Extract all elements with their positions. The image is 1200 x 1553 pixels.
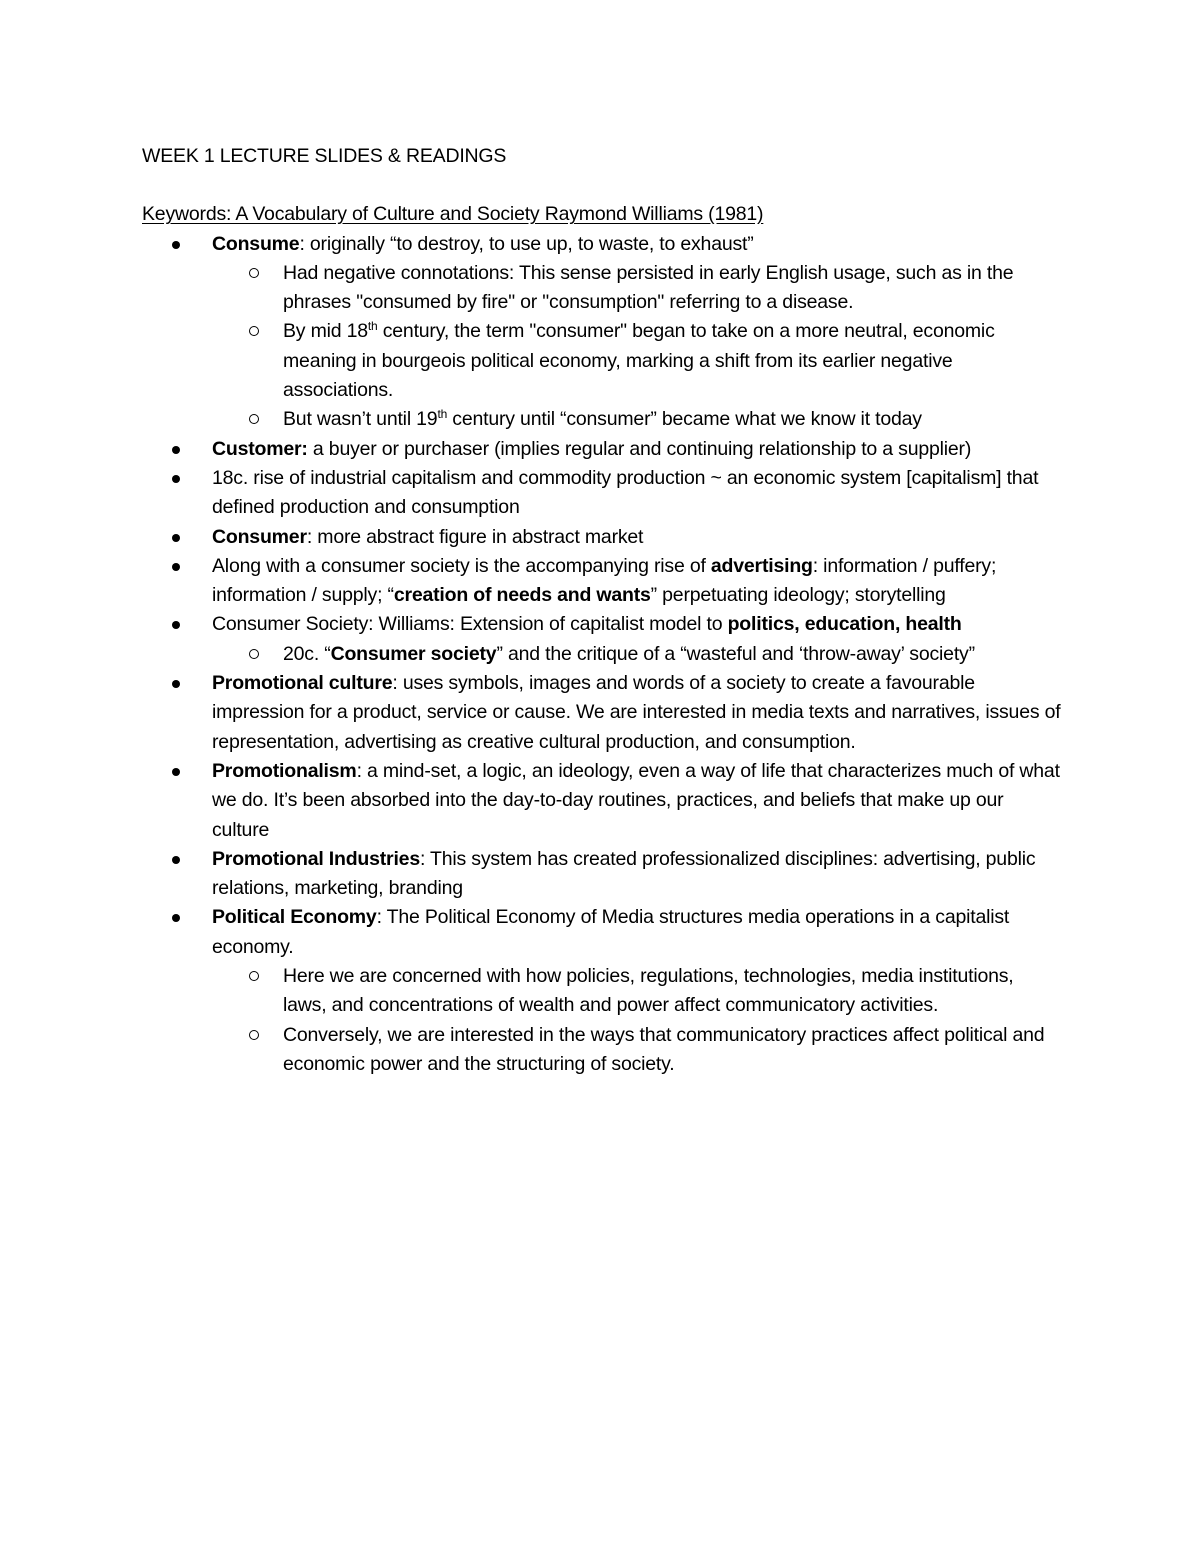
bullet-icon bbox=[172, 680, 180, 688]
bullet-icon bbox=[172, 914, 180, 922]
keyword-definition: : uses symbols, images and words of a society to create a favourable impression for a product, service or cause. We are interested in media texts and narratives, issues of representation, advertising as creative cultural production, and consumption. bbox=[212, 672, 1061, 753]
sub-list bbox=[212, 962, 1062, 1079]
sub-item-text: Here we are concerned with how policies, regulations, technologies, media institutions, laws, and concentrations of wealth and power affect communicatory activities. bbox=[283, 965, 1014, 1017]
bullet-icon bbox=[172, 241, 180, 249]
sub-item-text: 20c. “ bbox=[283, 642, 331, 665]
superscript: th bbox=[367, 319, 378, 334]
bullet-icon bbox=[172, 446, 180, 454]
sub-item-text: ” and the critique of a “wasteful and ‘throw-away’ society” bbox=[496, 642, 975, 665]
list-item bbox=[212, 435, 1062, 464]
keyword-definition: : originally “to destroy, to use up, to waste, to exhaust” bbox=[299, 232, 754, 255]
sub-item-text: Had negative connotations: This sense persisted in early English usage, such as in the phrases "consumed by fire" or "consumption" referring to a disease. bbox=[283, 261, 1014, 314]
document-body bbox=[142, 142, 1062, 1079]
keyword-definition: a buyer or purchaser (implies regular and continuing relationship to a supplier) bbox=[307, 437, 972, 460]
sub-list bbox=[212, 640, 1062, 669]
sub-item-text: century until “consumer” became what we know it today bbox=[447, 408, 922, 431]
bullet-icon bbox=[172, 856, 180, 864]
list-item bbox=[212, 669, 1062, 757]
keyword-definition: : more abstract figure in abstract market bbox=[306, 525, 644, 548]
sub-list-item bbox=[283, 259, 1062, 318]
keyword-term: Promotional Industries bbox=[212, 847, 420, 870]
list-item bbox=[212, 903, 1062, 1079]
bullet-icon bbox=[172, 621, 180, 629]
bullet-icon bbox=[172, 768, 180, 776]
sub-list-item bbox=[283, 405, 1062, 434]
circle-bullet-icon bbox=[249, 268, 259, 278]
list-item bbox=[212, 523, 1062, 552]
sub-item-text: But wasn’t until 19 bbox=[283, 408, 438, 431]
bold-phrase: advertising bbox=[710, 554, 813, 577]
sub-item-text: By mid 18 bbox=[283, 320, 368, 343]
section-heading: Keywords: A Vocabulary of Culture and Society Raymond Williams (1981) bbox=[142, 203, 764, 226]
sub-list-item bbox=[283, 962, 1062, 1021]
keyword-list bbox=[142, 230, 1062, 1080]
keyword-term: Political Economy bbox=[212, 906, 377, 929]
sub-list-item bbox=[283, 640, 1062, 669]
circle-bullet-icon bbox=[249, 971, 259, 981]
sub-list-item bbox=[283, 1021, 1062, 1080]
bold-phrase: Consumer society bbox=[330, 642, 497, 665]
keyword-definition: : This system has created professionalized disciplines: advertising, public relations, marketing, branding bbox=[212, 847, 1036, 900]
keyword-term: Promotional culture bbox=[212, 672, 393, 695]
list-item bbox=[212, 757, 1062, 845]
keyword-term: Customer: bbox=[212, 437, 308, 460]
sub-item-text: century, the term "consumer" began to take on a more neutral, economic meaning in bourgeois political economy, marking a shift from its earlier negative associations. bbox=[283, 320, 995, 402]
item-text: 18c. rise of industrial capitalism and commodity production ~ an economic system [capitalism] that defined production and consumption bbox=[212, 466, 1039, 519]
list-item bbox=[212, 845, 1062, 904]
keyword-term: Consumer bbox=[212, 525, 307, 548]
keyword-definition: : a mind-set, a logic, an ideology, even a way of life that characterizes much of what we do. It’s been absorbed into the day-to-day routines, practices, and beliefs that make up our culture bbox=[212, 759, 1060, 841]
circle-bullet-icon bbox=[249, 1030, 259, 1040]
bullet-icon bbox=[172, 563, 180, 571]
sub-list-item bbox=[283, 317, 1062, 405]
sub-list bbox=[212, 259, 1062, 435]
list-item bbox=[212, 610, 1062, 669]
item-text: Consumer Society: Williams: Extension of capitalist model to bbox=[212, 613, 728, 636]
document-title: WEEK 1 LECTURE SLIDES & READINGS bbox=[142, 145, 507, 167]
item-text: : information / puffery; information / supply; “ bbox=[212, 554, 997, 607]
bold-phrase: creation of needs and wants bbox=[393, 584, 651, 607]
circle-bullet-icon bbox=[249, 326, 259, 336]
keyword-definition: : The Political Economy of Media structures media operations in a capitalist economy. bbox=[212, 906, 1010, 958]
list-item bbox=[212, 552, 1062, 611]
bullet-icon bbox=[172, 534, 180, 542]
keyword-term: Consume bbox=[212, 232, 300, 255]
circle-bullet-icon bbox=[249, 649, 259, 659]
item-text: ” perpetuating ideology; storytelling bbox=[650, 584, 946, 607]
bold-phrase: politics, education, health bbox=[727, 613, 962, 636]
list-item bbox=[212, 464, 1062, 523]
item-text: Along with a consumer society is the accompanying rise of bbox=[212, 554, 711, 577]
bullet-icon bbox=[172, 475, 180, 483]
keyword-term: Promotionalism bbox=[212, 759, 357, 782]
list-item bbox=[212, 230, 1062, 435]
sub-item-text: Conversely, we are interested in the ways that communicatory practices affect political and economic power and the structuring of society. bbox=[283, 1023, 1045, 1075]
circle-bullet-icon bbox=[249, 414, 259, 424]
superscript: th bbox=[437, 407, 448, 422]
